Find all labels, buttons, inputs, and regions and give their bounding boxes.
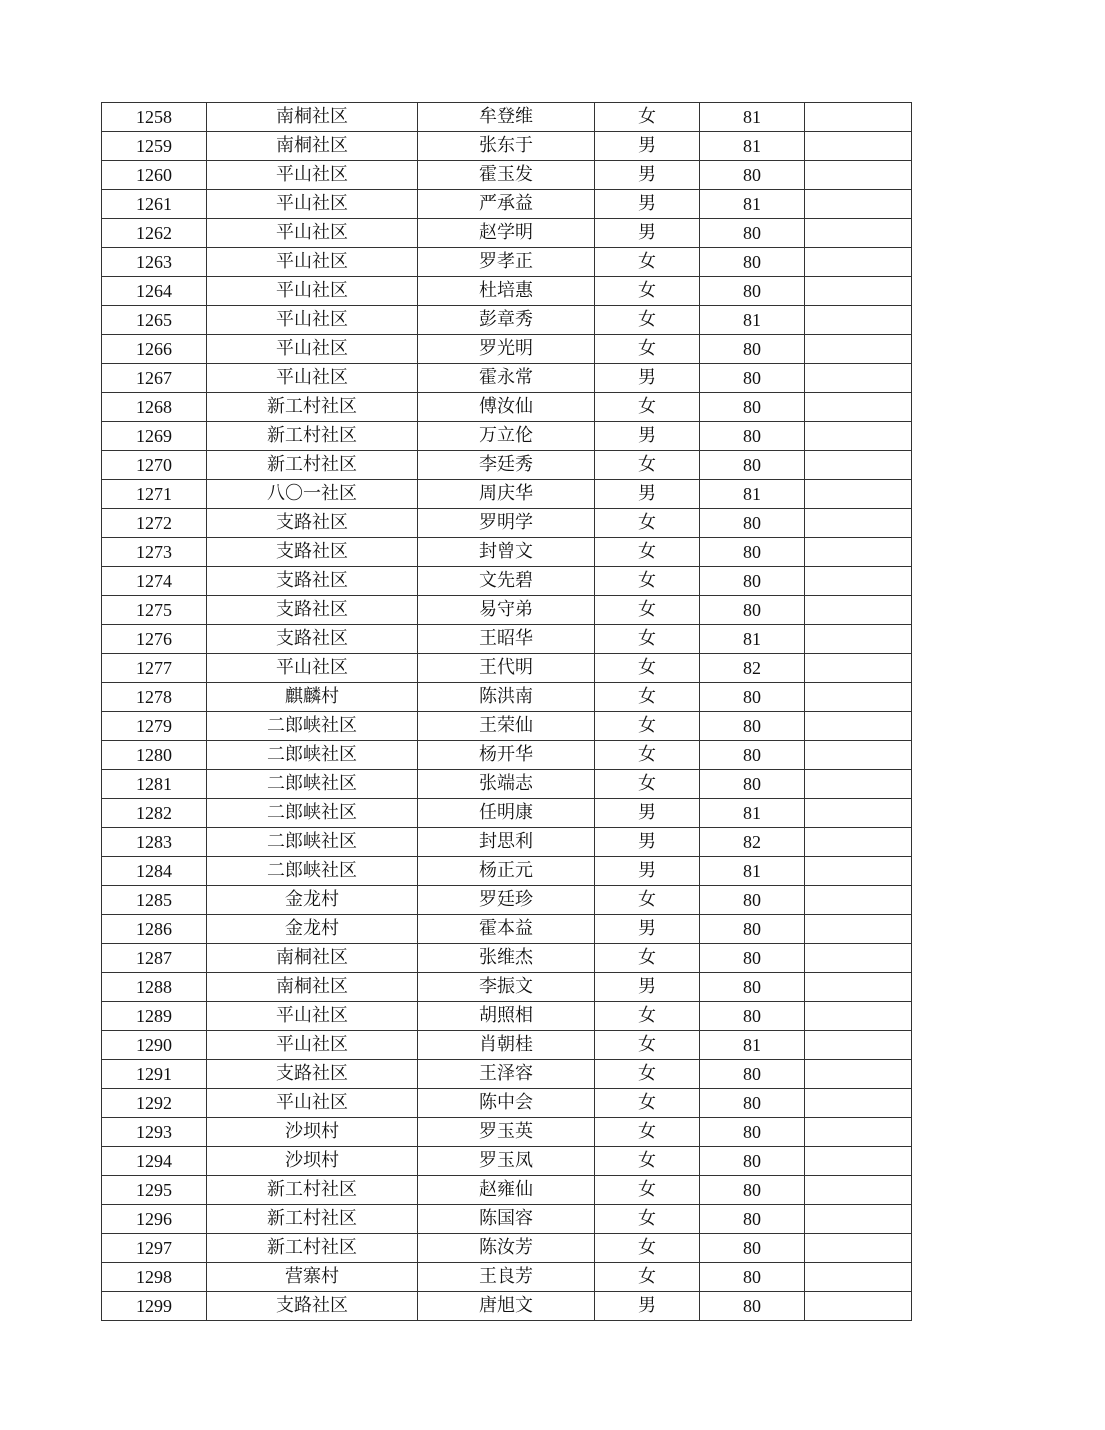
note-cell — [805, 886, 912, 915]
name-cell: 杨开华 — [418, 741, 595, 770]
community-cell: 新工村社区 — [207, 451, 418, 480]
age-cell: 81 — [700, 306, 805, 335]
gender-cell: 女 — [595, 683, 700, 712]
table-row — [102, 335, 912, 364]
age-cell: 81 — [700, 799, 805, 828]
note-cell — [805, 712, 912, 741]
note-cell — [805, 567, 912, 596]
community-cell: 新工村社区 — [207, 1176, 418, 1205]
gender-cell: 女 — [595, 712, 700, 741]
row-number-cell: 1259 — [102, 132, 207, 161]
community-cell: 新工村社区 — [207, 393, 418, 422]
row-number-cell: 1276 — [102, 625, 207, 654]
community-cell: 支路社区 — [207, 1292, 418, 1321]
gender-cell: 女 — [595, 248, 700, 277]
gender-cell: 女 — [595, 741, 700, 770]
age-cell: 80 — [700, 1089, 805, 1118]
gender-cell: 男 — [595, 973, 700, 1002]
table-row — [102, 509, 912, 538]
row-number-cell: 1277 — [102, 654, 207, 683]
note-cell — [805, 248, 912, 277]
gender-cell: 女 — [595, 1263, 700, 1292]
note-cell — [805, 857, 912, 886]
gender-cell: 女 — [595, 1031, 700, 1060]
community-cell: 二郎峡社区 — [207, 799, 418, 828]
row-number-cell: 1284 — [102, 857, 207, 886]
row-number-cell: 1268 — [102, 393, 207, 422]
table-row — [102, 799, 912, 828]
community-cell: 平山社区 — [207, 306, 418, 335]
table-row — [102, 1263, 912, 1292]
table-row — [102, 161, 912, 190]
row-number-cell: 1262 — [102, 219, 207, 248]
table-row — [102, 1292, 912, 1321]
community-cell: 支路社区 — [207, 625, 418, 654]
table-row — [102, 1002, 912, 1031]
name-cell: 杜培惠 — [418, 277, 595, 306]
table-row — [102, 770, 912, 799]
community-cell: 二郎峡社区 — [207, 828, 418, 857]
age-cell: 80 — [700, 1147, 805, 1176]
age-cell: 81 — [700, 1031, 805, 1060]
community-cell: 沙坝村 — [207, 1118, 418, 1147]
age-cell: 80 — [700, 1263, 805, 1292]
name-cell: 易守弟 — [418, 596, 595, 625]
note-cell — [805, 1031, 912, 1060]
community-cell: 平山社区 — [207, 219, 418, 248]
row-number-cell: 1275 — [102, 596, 207, 625]
table-row — [102, 625, 912, 654]
gender-cell: 女 — [595, 1147, 700, 1176]
community-cell: 平山社区 — [207, 1089, 418, 1118]
age-cell: 80 — [700, 277, 805, 306]
name-cell: 罗光明 — [418, 335, 595, 364]
gender-cell: 男 — [595, 480, 700, 509]
community-cell: 八〇一社区 — [207, 480, 418, 509]
community-cell: 平山社区 — [207, 190, 418, 219]
row-number-cell: 1299 — [102, 1292, 207, 1321]
community-cell: 新工村社区 — [207, 1234, 418, 1263]
table-row — [102, 306, 912, 335]
age-cell: 80 — [700, 1060, 805, 1089]
note-cell — [805, 451, 912, 480]
row-number-cell: 1298 — [102, 1263, 207, 1292]
gender-cell: 男 — [595, 422, 700, 451]
name-cell: 张端志 — [418, 770, 595, 799]
note-cell — [805, 683, 912, 712]
community-cell: 平山社区 — [207, 248, 418, 277]
age-cell: 80 — [700, 451, 805, 480]
community-cell: 支路社区 — [207, 1060, 418, 1089]
community-cell: 南桐社区 — [207, 973, 418, 1002]
name-cell: 霍永常 — [418, 364, 595, 393]
community-cell: 平山社区 — [207, 364, 418, 393]
gender-cell: 女 — [595, 1234, 700, 1263]
gender-cell: 女 — [595, 103, 700, 132]
age-cell: 81 — [700, 480, 805, 509]
note-cell — [805, 828, 912, 857]
name-cell: 王良芳 — [418, 1263, 595, 1292]
name-cell: 李振文 — [418, 973, 595, 1002]
age-cell: 80 — [700, 683, 805, 712]
age-cell: 80 — [700, 538, 805, 567]
row-number-cell: 1273 — [102, 538, 207, 567]
gender-cell: 男 — [595, 161, 700, 190]
age-cell: 80 — [700, 596, 805, 625]
community-cell: 南桐社区 — [207, 944, 418, 973]
note-cell — [805, 538, 912, 567]
row-number-cell: 1290 — [102, 1031, 207, 1060]
community-cell: 南桐社区 — [207, 132, 418, 161]
name-cell: 罗孝正 — [418, 248, 595, 277]
community-cell: 支路社区 — [207, 509, 418, 538]
age-cell: 81 — [700, 190, 805, 219]
gender-cell: 女 — [595, 1118, 700, 1147]
row-number-cell: 1261 — [102, 190, 207, 219]
name-cell: 傅汝仙 — [418, 393, 595, 422]
register-table — [101, 102, 912, 1321]
row-number-cell: 1265 — [102, 306, 207, 335]
table-row — [102, 364, 912, 393]
gender-cell: 女 — [595, 509, 700, 538]
name-cell: 任明康 — [418, 799, 595, 828]
note-cell — [805, 1234, 912, 1263]
name-cell: 罗廷珍 — [418, 886, 595, 915]
community-cell: 沙坝村 — [207, 1147, 418, 1176]
table-row — [102, 248, 912, 277]
age-cell: 82 — [700, 828, 805, 857]
name-cell: 李廷秀 — [418, 451, 595, 480]
gender-cell: 女 — [595, 567, 700, 596]
note-cell — [805, 480, 912, 509]
gender-cell: 女 — [595, 538, 700, 567]
age-cell: 80 — [700, 335, 805, 364]
table-row — [102, 654, 912, 683]
gender-cell: 女 — [595, 596, 700, 625]
note-cell — [805, 393, 912, 422]
row-number-cell: 1295 — [102, 1176, 207, 1205]
gender-cell: 男 — [595, 799, 700, 828]
note-cell — [805, 741, 912, 770]
gender-cell: 女 — [595, 886, 700, 915]
note-cell — [805, 1147, 912, 1176]
note-cell — [805, 422, 912, 451]
age-cell: 80 — [700, 1205, 805, 1234]
note-cell — [805, 219, 912, 248]
name-cell: 陈洪南 — [418, 683, 595, 712]
name-cell: 王荣仙 — [418, 712, 595, 741]
note-cell — [805, 277, 912, 306]
community-cell: 二郎峡社区 — [207, 741, 418, 770]
table-row — [102, 480, 912, 509]
community-cell: 支路社区 — [207, 567, 418, 596]
name-cell: 王代明 — [418, 654, 595, 683]
table-row — [102, 596, 912, 625]
table-row — [102, 741, 912, 770]
gender-cell: 女 — [595, 277, 700, 306]
name-cell: 肖朝桂 — [418, 1031, 595, 1060]
row-number-cell: 1286 — [102, 915, 207, 944]
name-cell: 罗明学 — [418, 509, 595, 538]
row-number-cell: 1281 — [102, 770, 207, 799]
age-cell: 80 — [700, 1118, 805, 1147]
name-cell: 王泽容 — [418, 1060, 595, 1089]
note-cell — [805, 1292, 912, 1321]
table-row — [102, 451, 912, 480]
name-cell: 罗玉英 — [418, 1118, 595, 1147]
note-cell — [805, 1060, 912, 1089]
community-cell: 营寨村 — [207, 1263, 418, 1292]
table-row — [102, 219, 912, 248]
gender-cell: 女 — [595, 1002, 700, 1031]
age-cell: 80 — [700, 1234, 805, 1263]
name-cell: 封思利 — [418, 828, 595, 857]
row-number-cell: 1293 — [102, 1118, 207, 1147]
gender-cell: 男 — [595, 857, 700, 886]
note-cell — [805, 306, 912, 335]
age-cell: 80 — [700, 219, 805, 248]
community-cell: 二郎峡社区 — [207, 770, 418, 799]
table-row — [102, 277, 912, 306]
gender-cell: 男 — [595, 915, 700, 944]
note-cell — [805, 1002, 912, 1031]
note-cell — [805, 596, 912, 625]
table-row — [102, 567, 912, 596]
table-row — [102, 132, 912, 161]
name-cell: 严承益 — [418, 190, 595, 219]
community-cell: 支路社区 — [207, 596, 418, 625]
table-row — [102, 103, 912, 132]
age-cell: 80 — [700, 248, 805, 277]
row-number-cell: 1282 — [102, 799, 207, 828]
row-number-cell: 1270 — [102, 451, 207, 480]
row-number-cell: 1288 — [102, 973, 207, 1002]
note-cell — [805, 1263, 912, 1292]
gender-cell: 男 — [595, 364, 700, 393]
row-number-cell: 1269 — [102, 422, 207, 451]
age-cell: 80 — [700, 973, 805, 1002]
note-cell — [805, 770, 912, 799]
age-cell: 80 — [700, 712, 805, 741]
note-cell — [805, 103, 912, 132]
table-row — [102, 538, 912, 567]
gender-cell: 女 — [595, 335, 700, 364]
name-cell: 罗玉凤 — [418, 1147, 595, 1176]
row-number-cell: 1279 — [102, 712, 207, 741]
gender-cell: 女 — [595, 1176, 700, 1205]
name-cell: 陈汝芳 — [418, 1234, 595, 1263]
row-number-cell: 1266 — [102, 335, 207, 364]
note-cell — [805, 944, 912, 973]
table-row — [102, 1118, 912, 1147]
note-cell — [805, 1205, 912, 1234]
table-row — [102, 1031, 912, 1060]
note-cell — [805, 625, 912, 654]
age-cell: 81 — [700, 132, 805, 161]
note-cell — [805, 335, 912, 364]
note-cell — [805, 654, 912, 683]
age-cell: 81 — [700, 857, 805, 886]
table-row — [102, 1089, 912, 1118]
name-cell: 霍本益 — [418, 915, 595, 944]
name-cell: 唐旭文 — [418, 1292, 595, 1321]
age-cell: 80 — [700, 161, 805, 190]
gender-cell: 男 — [595, 132, 700, 161]
table-row — [102, 915, 912, 944]
table-body — [102, 103, 912, 1321]
note-cell — [805, 799, 912, 828]
community-cell: 新工村社区 — [207, 1205, 418, 1234]
table-row — [102, 1176, 912, 1205]
name-cell: 彭章秀 — [418, 306, 595, 335]
age-cell: 80 — [700, 567, 805, 596]
age-cell: 80 — [700, 393, 805, 422]
community-cell: 新工村社区 — [207, 422, 418, 451]
note-cell — [805, 364, 912, 393]
name-cell: 周庆华 — [418, 480, 595, 509]
age-cell: 80 — [700, 886, 805, 915]
row-number-cell: 1283 — [102, 828, 207, 857]
row-number-cell: 1289 — [102, 1002, 207, 1031]
name-cell: 张维杰 — [418, 944, 595, 973]
table-row — [102, 712, 912, 741]
name-cell: 陈国容 — [418, 1205, 595, 1234]
note-cell — [805, 509, 912, 538]
community-cell: 平山社区 — [207, 1002, 418, 1031]
age-cell: 80 — [700, 1292, 805, 1321]
row-number-cell: 1297 — [102, 1234, 207, 1263]
row-number-cell: 1291 — [102, 1060, 207, 1089]
age-cell: 80 — [700, 915, 805, 944]
row-number-cell: 1258 — [102, 103, 207, 132]
row-number-cell: 1260 — [102, 161, 207, 190]
gender-cell: 男 — [595, 1292, 700, 1321]
row-number-cell: 1296 — [102, 1205, 207, 1234]
table-row — [102, 1147, 912, 1176]
gender-cell: 男 — [595, 190, 700, 219]
note-cell — [805, 915, 912, 944]
community-cell: 平山社区 — [207, 161, 418, 190]
table-row — [102, 1205, 912, 1234]
community-cell: 金龙村 — [207, 886, 418, 915]
table-row — [102, 828, 912, 857]
row-number-cell: 1274 — [102, 567, 207, 596]
gender-cell: 女 — [595, 1205, 700, 1234]
note-cell — [805, 132, 912, 161]
row-number-cell: 1267 — [102, 364, 207, 393]
note-cell — [805, 161, 912, 190]
table-row — [102, 944, 912, 973]
community-cell: 支路社区 — [207, 538, 418, 567]
age-cell: 80 — [700, 1002, 805, 1031]
table-row — [102, 1060, 912, 1089]
age-cell: 80 — [700, 770, 805, 799]
community-cell: 南桐社区 — [207, 103, 418, 132]
gender-cell: 女 — [595, 625, 700, 654]
row-number-cell: 1272 — [102, 509, 207, 538]
table-row — [102, 683, 912, 712]
community-cell: 平山社区 — [207, 335, 418, 364]
name-cell: 万立伦 — [418, 422, 595, 451]
name-cell: 王昭华 — [418, 625, 595, 654]
note-cell — [805, 1089, 912, 1118]
row-number-cell: 1263 — [102, 248, 207, 277]
name-cell: 张东于 — [418, 132, 595, 161]
name-cell: 赵学明 — [418, 219, 595, 248]
name-cell: 文先碧 — [418, 567, 595, 596]
note-cell — [805, 190, 912, 219]
note-cell — [805, 1118, 912, 1147]
table-row — [102, 973, 912, 1002]
row-number-cell: 1292 — [102, 1089, 207, 1118]
gender-cell: 女 — [595, 393, 700, 422]
community-cell: 金龙村 — [207, 915, 418, 944]
age-cell: 81 — [700, 625, 805, 654]
community-cell: 麒麟村 — [207, 683, 418, 712]
gender-cell: 女 — [595, 654, 700, 683]
name-cell: 霍玉发 — [418, 161, 595, 190]
name-cell: 杨正元 — [418, 857, 595, 886]
table-row — [102, 857, 912, 886]
age-cell: 81 — [700, 103, 805, 132]
table-row — [102, 393, 912, 422]
gender-cell: 女 — [595, 451, 700, 480]
gender-cell: 女 — [595, 1089, 700, 1118]
age-cell: 80 — [700, 944, 805, 973]
note-cell — [805, 1176, 912, 1205]
gender-cell: 男 — [595, 828, 700, 857]
gender-cell: 女 — [595, 770, 700, 799]
row-number-cell: 1294 — [102, 1147, 207, 1176]
age-cell: 80 — [700, 422, 805, 451]
age-cell: 80 — [700, 509, 805, 538]
age-cell: 80 — [700, 1176, 805, 1205]
gender-cell: 女 — [595, 944, 700, 973]
row-number-cell: 1285 — [102, 886, 207, 915]
community-cell: 平山社区 — [207, 277, 418, 306]
community-cell: 平山社区 — [207, 654, 418, 683]
table-row — [102, 1234, 912, 1263]
note-cell — [805, 973, 912, 1002]
age-cell: 80 — [700, 364, 805, 393]
gender-cell: 女 — [595, 306, 700, 335]
row-number-cell: 1278 — [102, 683, 207, 712]
name-cell: 赵雍仙 — [418, 1176, 595, 1205]
row-number-cell: 1271 — [102, 480, 207, 509]
name-cell: 陈中会 — [418, 1089, 595, 1118]
table-row — [102, 190, 912, 219]
age-cell: 82 — [700, 654, 805, 683]
community-cell: 二郎峡社区 — [207, 712, 418, 741]
age-cell: 80 — [700, 741, 805, 770]
community-cell: 二郎峡社区 — [207, 857, 418, 886]
row-number-cell: 1287 — [102, 944, 207, 973]
name-cell: 胡照相 — [418, 1002, 595, 1031]
name-cell: 封曾文 — [418, 538, 595, 567]
table-row — [102, 886, 912, 915]
row-number-cell: 1264 — [102, 277, 207, 306]
name-cell: 牟登维 — [418, 103, 595, 132]
row-number-cell: 1280 — [102, 741, 207, 770]
table-row — [102, 422, 912, 451]
gender-cell: 男 — [595, 219, 700, 248]
gender-cell: 女 — [595, 1060, 700, 1089]
community-cell: 平山社区 — [207, 1031, 418, 1060]
